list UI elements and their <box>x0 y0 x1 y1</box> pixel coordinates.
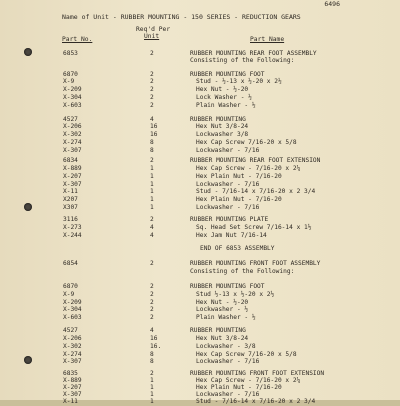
quantity-required: 2 <box>150 299 154 306</box>
quantity-required: 1 <box>150 391 154 398</box>
part-number: 6835 <box>63 370 78 377</box>
parts-row <box>0 314 400 322</box>
quantity-required: 2 <box>150 260 154 267</box>
quantity-required: 1 <box>150 204 154 211</box>
part-name: RUBBER MOUNTING <box>190 116 246 123</box>
quantity-required: 1 <box>150 398 154 405</box>
quantity-required: 8 <box>150 358 154 365</box>
quantity-required: 1 <box>150 188 154 195</box>
parts-row <box>0 245 400 253</box>
part-name: Hex Cap Screw 7/16-20 x 5/8 <box>196 139 297 146</box>
part-name: Hex Nut - ½-20 <box>196 299 249 306</box>
parts-row <box>0 102 400 110</box>
part-name: Plain Washer - ½ <box>196 314 256 321</box>
quantity-required: 2 <box>150 78 154 85</box>
part-name: Lock Washer - ½ <box>196 94 252 101</box>
parts-row <box>0 224 400 232</box>
quantity-required: 2 <box>150 291 154 298</box>
part-name: RUBBER MOUNTING FOOT <box>190 283 265 290</box>
quantity-required: 2 <box>150 94 154 101</box>
part-name: Hex Plain Nut - 7/16-20 <box>196 384 282 391</box>
part-name: Stud - 7/16-14 x 7/16-20 x 2 3/4 <box>196 188 316 195</box>
part-number: X-302 <box>63 343 82 350</box>
part-number: 4527 <box>63 327 78 334</box>
part-number: 4527 <box>63 116 78 123</box>
unit-header: Name of Unit - RUBBER MOUNTING - 150 SERIES - REDUCTION GEARS <box>62 13 301 21</box>
part-number: X-307 <box>63 147 82 154</box>
quantity-required: 16 <box>150 131 158 138</box>
part-name: RUBBER MOUNTING REAR FOOT EXTENSION <box>190 157 321 164</box>
quantity-required: 4 <box>150 327 154 334</box>
part-number: 6853 <box>63 50 78 57</box>
part-name: Hex Plain Nut - 7/16-20 <box>196 196 282 203</box>
part-number: X-9 <box>63 291 75 298</box>
part-number: X-603 <box>63 314 82 321</box>
quantity-required: 8 <box>150 351 154 358</box>
part-name: Hex Nut - ½-20 <box>196 86 249 93</box>
parts-row <box>0 216 400 224</box>
part-name: Hex Nut 3/8-24 <box>196 123 249 130</box>
part-name: Hex Cap Screw - 7/16-20 x 2¼ <box>196 165 301 172</box>
part-number: 3116 <box>63 216 78 223</box>
part-number: 6834 <box>63 157 78 164</box>
part-name: Hex Cap Screw - 7/16-20 x 2¼ <box>196 377 301 384</box>
part-name: Lockwasher 3/8 <box>196 131 249 138</box>
parts-row <box>0 188 400 196</box>
parts-row <box>0 283 400 291</box>
part-name: Hex Plain Nut - 7/16-20 <box>196 173 282 180</box>
part-number: 6870 <box>63 283 78 290</box>
part-name: Lockwasher - 7/16 <box>196 391 260 398</box>
parts-row <box>0 268 400 276</box>
quantity-required: 4 <box>150 116 154 123</box>
part-name: Sq. Head Set Screw 7/16-14 x 1½ <box>196 224 312 231</box>
quantity-required: 2 <box>150 306 154 313</box>
part-number: X-206 <box>63 123 82 130</box>
part-name: Hex Nut 3/8-24 <box>196 335 249 342</box>
quantity-required: 2 <box>150 71 154 78</box>
part-name: Stud - 7/16-14 x 7/16-20 x 2 3/4 <box>196 398 316 405</box>
quantity-required: 2 <box>150 50 154 57</box>
part-name: RUBBER MOUNTING FRONT FOOT EXTENSION <box>190 370 325 377</box>
part-number: X-302 <box>63 131 82 138</box>
part-name: Lockwasher - 7/16 <box>196 204 260 211</box>
quantity-required: 2 <box>150 216 154 223</box>
part-name: RUBBER MOUNTING REAR FOOT ASSEMBLY <box>190 50 317 57</box>
part-number: 6870 <box>63 71 78 78</box>
part-number: X-207 <box>63 384 82 391</box>
parts-row <box>0 327 400 335</box>
quantity-required: 1 <box>150 384 154 391</box>
parts-row <box>0 78 400 86</box>
part-name: Hex Jam Nut 7/16-14 <box>196 232 267 239</box>
part-name: Consisting of the Following: <box>190 268 295 275</box>
part-name: Plain Washer - ½ <box>196 102 256 109</box>
quantity-required: 2 <box>150 370 154 377</box>
part-number: X-244 <box>63 232 82 239</box>
part-number: X-9 <box>63 78 75 85</box>
part-name: Lockwasher - ½ <box>196 306 249 313</box>
parts-row <box>0 131 400 139</box>
part-name: RUBBER MOUNTING PLATE <box>190 216 269 223</box>
part-number: X-11 <box>63 188 78 195</box>
parts-row <box>0 173 400 181</box>
quantity-required: 16 <box>150 123 158 130</box>
part-number: X-273 <box>63 224 82 231</box>
quantity-required: 8 <box>150 139 154 146</box>
part-number: X-603 <box>63 102 82 109</box>
part-name: Stud ½-13 x ½-20 x 2½ <box>196 291 275 298</box>
part-number: X307 <box>63 204 78 211</box>
part-name: RUBBER MOUNTING <box>190 327 246 334</box>
document-number: 6496 <box>324 0 340 8</box>
parts-row <box>0 157 400 165</box>
quantity-required: 1 <box>150 173 154 180</box>
part-name: Hex Cap Screw 7/16-20 x 5/8 <box>196 351 297 358</box>
parts-row <box>0 291 400 299</box>
column-header-part-name: Part Name <box>250 36 285 43</box>
parts-row <box>0 147 400 155</box>
part-name: RUBBER MOUNTING FOOT <box>190 71 265 78</box>
part-number: X-889 <box>63 165 82 172</box>
part-number: X207 <box>63 196 78 203</box>
parts-row <box>0 165 400 173</box>
quantity-required: 4 <box>150 224 154 231</box>
part-number: X-11 <box>63 398 78 405</box>
column-header-part-no: Part No. <box>62 36 93 43</box>
parts-row <box>0 86 400 94</box>
parts-row <box>0 335 400 343</box>
parts-row <box>0 94 400 102</box>
quantity-required: 1 <box>150 165 154 172</box>
quantity-required: 4 <box>150 232 154 239</box>
part-number: X-274 <box>63 351 82 358</box>
part-number: X-274 <box>63 139 82 146</box>
quantity-required: 2 <box>150 102 154 109</box>
part-number: X-307 <box>63 358 82 365</box>
part-name: Lockwasher - 7/16 <box>196 147 260 154</box>
quantity-required: 8 <box>150 147 154 154</box>
part-name: Lockwasher - 3/8 <box>196 343 256 350</box>
parts-row <box>0 398 400 406</box>
part-number: X-209 <box>63 86 82 93</box>
part-name: RUBBER MOUNTING FRONT FOOT ASSEMBLY <box>190 260 321 267</box>
column-header-qty-line2: Unit <box>144 33 160 40</box>
part-number: X-307 <box>63 391 82 398</box>
parts-row <box>0 306 400 314</box>
part-number: X-304 <box>63 94 82 101</box>
parts-row <box>0 204 400 212</box>
part-number: X-304 <box>63 306 82 313</box>
part-name: Lockwasher - 7/16 <box>196 358 260 365</box>
quantity-required: 2 <box>150 86 154 93</box>
part-number: X-307 <box>63 181 82 188</box>
part-name: Consisting of the Following: <box>190 57 295 64</box>
part-number: X-206 <box>63 335 82 342</box>
quantity-required: 2 <box>150 314 154 321</box>
quantity-required: 2 <box>150 283 154 290</box>
part-number: X-209 <box>63 299 82 306</box>
quantity-required: 1 <box>150 196 154 203</box>
part-name: END OF 6853 ASSEMBLY <box>200 245 275 252</box>
part-number: X-889 <box>63 377 82 384</box>
parts-row <box>0 196 400 204</box>
quantity-required: 16 <box>150 335 158 342</box>
parts-row <box>0 57 400 65</box>
parts-row <box>0 232 400 240</box>
column-header-qty-line1: Req'd Per <box>136 26 171 33</box>
parts-row <box>0 139 400 147</box>
quantity-required: 2 <box>150 157 154 164</box>
part-number: 6854 <box>63 260 78 267</box>
quantity-required: 1 <box>150 377 154 384</box>
part-name: Lockwasher - 7/16 <box>196 181 260 188</box>
parts-row <box>0 260 400 268</box>
quantity-required: 1 <box>150 181 154 188</box>
quantity-required: 16. <box>150 343 162 350</box>
parts-row <box>0 358 400 366</box>
parts-row <box>0 123 400 131</box>
part-number: X-207 <box>63 173 82 180</box>
parts-row <box>0 343 400 351</box>
part-name: Stud - ½-13 x ½-20 x 2½ <box>196 78 282 85</box>
